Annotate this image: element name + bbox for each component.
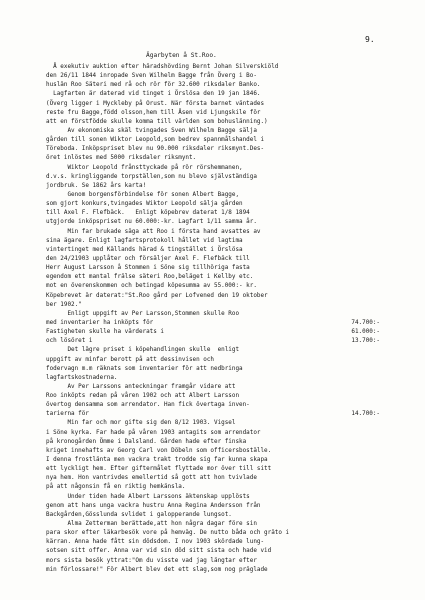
text-line	[46, 428, 392, 437]
text-line-content: Roo inköpts redan på våren 1902 och att Albert Larsson	[46, 392, 240, 400]
text-line-content: mot en överenskommen och betingad köpesumma av 55.000:- kr.	[46, 282, 257, 290]
text-line	[46, 355, 392, 364]
text-line	[46, 501, 392, 510]
text-line-content: övertog densamma som arrendator. Han fick övertaga inven-	[46, 401, 250, 409]
text-line	[46, 418, 392, 427]
text-line-content: nya hem. Hon vantrivdes emellertid så gott att hon tvivlade	[46, 474, 257, 482]
text-line	[46, 208, 392, 217]
text-line-content: (Överg ligger i Myckleby på Orust. När första barnet väntades	[46, 99, 265, 107]
amount-value: 13.700:-	[351, 337, 380, 345]
page-number: 9.	[365, 35, 375, 44]
text-line-content: gården till sonen Wiktor Leopold,som bedrev spannmålshandel i	[46, 136, 265, 144]
body-text	[46, 62, 392, 574]
text-line	[46, 80, 392, 89]
text-line	[46, 437, 392, 446]
text-line	[46, 190, 392, 199]
text-line	[46, 546, 392, 555]
text-line-content: Min far brukade säga att Roo i första hand avsattes av	[46, 227, 261, 235]
text-line-content: genom att hans unga vackra hustru Anna Regina Andersson från	[46, 501, 261, 509]
text-line-content: egendom ett mantal frälse säteri Roo,beläget i Kellby etc.	[46, 273, 254, 281]
text-line	[46, 172, 392, 181]
text-line-content: mors sista besök yttrat:"Om du visste vad jag längtar efter	[46, 556, 257, 564]
text-line	[46, 336, 392, 345]
text-line	[46, 62, 392, 71]
text-line	[46, 537, 392, 546]
text-line	[46, 345, 392, 354]
text-line	[46, 181, 392, 190]
text-line	[46, 400, 392, 409]
text-line	[46, 108, 392, 117]
page-title: Ägarbyten å St.Roo.	[146, 52, 217, 59]
text-line-content: med inventarier ha inköpts för	[46, 318, 154, 326]
text-line-content: vintertinget med Källands härad & tingstället i Örslösa	[46, 245, 243, 253]
text-line-content: Under tiden hade Albert Larssons äktenskap upplösts	[46, 492, 250, 500]
text-line-content: I denna frostlänta men vackra trakt trodde sig far kunna skapa	[46, 456, 268, 464]
text-line	[46, 510, 392, 519]
amount-value: 14.700:-	[351, 410, 380, 418]
text-line	[46, 565, 392, 574]
text-line	[46, 373, 392, 382]
text-line	[46, 153, 392, 162]
text-line-content: den 24/21903 upplåter och försäljer Axel F. Flefbäck till	[46, 254, 250, 262]
text-line	[46, 236, 392, 245]
text-line-content: huslän Roo Säteri med rå och rör för 32.600 riksdaler Banko.	[46, 81, 261, 89]
text-line	[46, 89, 392, 98]
text-line	[46, 318, 392, 327]
text-line-content: Lagfarten är daterad vid tinget i Örslösa den 19 jan 1846.	[46, 90, 261, 98]
text-line	[46, 217, 392, 226]
text-line-content: utgjorde inköpspriset nu 60.000:-kr. Lagfart 1/11 samma år.	[46, 218, 257, 226]
amount-value: 74.700:-	[351, 318, 380, 326]
text-line	[46, 528, 392, 537]
text-line-content: Enligt uppgift av Per Larsson,Stommen skulle Roo	[46, 309, 240, 317]
text-line	[46, 245, 392, 254]
text-line-content: sotsen sitt offer. Anna var vid sin död sitt sista och hade vid	[46, 547, 272, 555]
text-line	[46, 71, 392, 80]
text-line	[46, 473, 392, 482]
text-line-content: kriget innehafts av Georg Carl von Döbeln som officersboställe.	[46, 446, 272, 454]
text-line-content: fodervagn m.m räknats som inventarier för att nedbringa	[46, 364, 243, 372]
text-line	[46, 117, 392, 126]
text-line-content: öret inlöstes med 5000 riksdaler riksmynt.	[46, 154, 197, 162]
text-line	[46, 281, 392, 290]
text-line-content: på att någonsin få en riktig hemkänsla.	[46, 483, 186, 491]
text-line	[46, 382, 392, 391]
text-line	[46, 272, 392, 281]
text-line-content: tarierna för	[46, 410, 89, 418]
text-line	[46, 227, 392, 236]
text-line-content: Det lägre priset i köpehandlingen skulle enligt	[46, 346, 240, 354]
text-line	[46, 492, 392, 501]
text-line-content: jordbruk. Se 1862 års karta!	[46, 181, 147, 189]
text-line-content: uppgift av minfar berott på att dessinvisen och	[46, 355, 215, 363]
text-line-content: ber 1902."	[46, 300, 82, 308]
text-line	[46, 519, 392, 528]
text-line	[46, 391, 392, 400]
text-line-content: Alma Zetterman berättade,att hon några dagar före sin	[46, 520, 257, 528]
text-line	[46, 263, 392, 272]
text-line	[46, 144, 392, 153]
text-line	[46, 482, 392, 491]
text-line-content: Herr August Larsson å Stommen i Söne sig tillhöriga fasta	[46, 264, 250, 272]
text-line-content: Fastigheten skulle ha värderats i	[46, 328, 164, 336]
text-line-content: reste fru Bagge,född olsson,hem till Åsen vid Ljungskile för	[46, 108, 261, 116]
text-line-content: den 26/11 1844 inropade Sven Wilhelm Bagge från Överg i Bo-	[46, 72, 257, 80]
text-line	[46, 163, 392, 172]
text-line	[46, 446, 392, 455]
text-line-content: till Axel F. Flefbäck. Enligt köpebrev daterat 1/8 1894	[46, 209, 250, 217]
text-line	[46, 126, 392, 135]
text-line-content: att en förstfödde skulle komma till världen som bohuslänning.)	[46, 117, 268, 125]
text-line	[46, 409, 392, 418]
text-line-content: på kronogården Ömme i Dalsland. Gården hade efter finska	[46, 437, 247, 445]
text-line-content: d.v.s. kringliggande torpställen,som nu blevo självständiga	[46, 172, 257, 180]
text-line	[46, 199, 392, 208]
text-line	[46, 556, 392, 565]
text-line-content: Töreboda. Inköpspriset blev nu 90.000 riksdaler riksmynt.Des-	[46, 145, 265, 153]
text-line-content: lagfartskostnaderna.	[46, 373, 118, 381]
text-line-content: sina ägare. Enligt lagfartsprotokoll hållet vid lagtima	[46, 236, 243, 244]
text-line	[46, 254, 392, 263]
text-line-content: kärran. Anna hade fått sin dödsdom. I nov 1903 skördade lung-	[46, 538, 265, 546]
text-line	[46, 300, 392, 309]
text-line	[46, 309, 392, 318]
text-line-content: min förlossare!" För Albert blev det ett slag,som nog präglade	[46, 565, 268, 573]
text-line-content: i Söne kyrka. Far hade på våren 1903 antagits som arrendator	[46, 428, 261, 436]
text-line-content: och lösöret i	[46, 337, 93, 345]
text-line	[46, 327, 392, 336]
text-line-content: ett lyckligt hem. Efter giftermålet flyttade mor över till sitt	[46, 465, 272, 473]
text-line	[46, 291, 392, 300]
text-line	[46, 464, 392, 473]
text-line-content: Av ekonomiska skäl tvingades Sven Wilhelm Bagge sälja	[46, 126, 257, 134]
amount-value: 61.000:-	[351, 328, 380, 336]
text-line-content: som gjort konkurs,tvingades Wiktor Leopold sälja gården	[46, 200, 243, 208]
text-line-content: Backgården,Gösslunda svlidet i galopperande lungsot.	[46, 510, 232, 518]
text-line-content: Genom borgensförbindelse för sonen Albert Bagge,	[46, 190, 240, 198]
text-line-content: para skor efter läkarbesök vore på hemväg. De nutto båda och gräto i	[46, 529, 290, 537]
text-line	[46, 135, 392, 144]
text-line-content: Wiktor Leopold frånsttyckade på rör rörshemmanen,	[46, 163, 243, 171]
text-line-content: Köpebrevet är daterat:"St.Roo gård per Lofvened den 19 oktober	[46, 291, 268, 299]
text-line-content: Å exekutiv auktion efter häradshövding Bernt Johan Silverskiöld	[46, 63, 279, 70]
text-line	[46, 455, 392, 464]
text-line-content: Av Per Larssons anteckningar framgår vidare att	[46, 382, 236, 390]
text-line	[46, 364, 392, 373]
text-line	[46, 99, 392, 108]
text-line-content: Min far och mor gifte sig den 8/12 1903. Vigsel	[46, 419, 236, 427]
